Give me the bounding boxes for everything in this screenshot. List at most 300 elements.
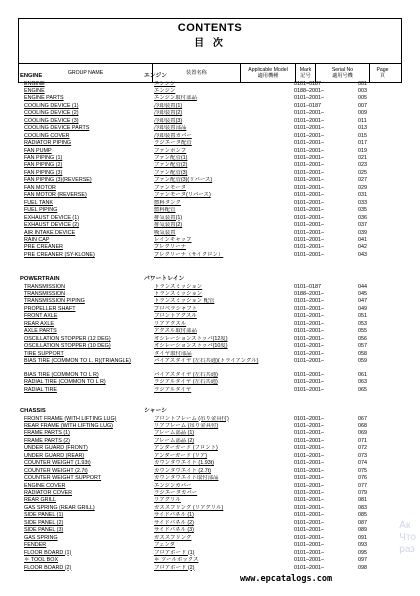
serial-no: 0101–2001– <box>294 305 324 312</box>
spacer <box>144 468 154 475</box>
group-name: SIDE PANEL (2) <box>24 519 64 526</box>
page-number: 055 <box>358 328 367 335</box>
list-item[interactable] <box>20 550 404 557</box>
spacer <box>144 244 154 251</box>
list-item[interactable] <box>20 185 404 192</box>
serial-no: 0101–2001– <box>294 430 324 437</box>
serial-no: 0101–2001– <box>294 467 324 474</box>
list-item[interactable] <box>20 140 404 147</box>
list-item[interactable] <box>20 416 404 423</box>
page-number: 042 <box>358 244 367 251</box>
serial-no: 0101–2001– <box>294 236 324 243</box>
page-number: 051 <box>358 313 367 320</box>
list-item[interactable] <box>20 284 404 291</box>
device-name: サイドパネル (1) <box>154 512 194 519</box>
page-number: 045 <box>358 290 367 297</box>
spacer <box>144 222 154 229</box>
list-item[interactable] <box>20 336 404 343</box>
page-number: 079 <box>358 490 367 496</box>
mark <box>274 200 294 207</box>
section-name: POWERTRAIN <box>20 276 60 282</box>
mark <box>274 291 294 298</box>
mark <box>274 177 294 184</box>
group-name: FRONT FRAME (WITH LIFTING LUG) <box>24 415 117 422</box>
list-item[interactable] <box>20 527 404 534</box>
serial-no: 0101–2001– <box>294 527 324 534</box>
mark <box>274 423 294 430</box>
group-name: TRANSMISSION <box>24 290 66 297</box>
mark <box>274 321 294 328</box>
device-name: 燃料配管 <box>154 207 176 214</box>
spacer <box>144 358 154 372</box>
page-number: 056 <box>358 335 367 342</box>
device-name: ラジエータ配管 <box>154 140 192 147</box>
group-name: FAN MOTOR (REVERSE) <box>24 192 87 199</box>
list-item[interactable] <box>20 321 404 328</box>
mark <box>274 351 294 358</box>
page-number: 015 <box>358 132 367 139</box>
list-item[interactable] <box>20 133 404 140</box>
page-number: 049 <box>358 305 367 312</box>
list-item[interactable] <box>20 460 404 467</box>
section-name: CHASSIS <box>20 408 46 414</box>
mark <box>274 207 294 214</box>
spacer <box>144 438 154 445</box>
page-number: 063 <box>358 379 367 386</box>
list-item[interactable] <box>20 215 404 222</box>
list-item[interactable] <box>20 358 404 372</box>
serial-no: 0101–2001– <box>294 177 324 184</box>
list-item[interactable] <box>20 512 404 519</box>
list-item[interactable] <box>20 542 404 549</box>
list-item[interactable] <box>20 565 404 572</box>
spacer <box>144 565 154 572</box>
device-name: カウンタウエイト (2.7t) <box>154 467 211 474</box>
page-number: 093 <box>358 542 367 549</box>
serial-no: 0101–2001– <box>294 244 324 251</box>
mark <box>274 550 294 557</box>
spacer <box>144 291 154 298</box>
footer-url[interactable]: www.epcatalogs.com <box>240 574 333 584</box>
spacer <box>144 520 154 527</box>
spacer <box>144 550 154 557</box>
list-item[interactable] <box>20 468 404 475</box>
mark <box>274 336 294 343</box>
list-item[interactable] <box>20 207 404 214</box>
mark <box>274 148 294 155</box>
group-name: UNDER GUARD (FRONT) <box>24 445 88 452</box>
device-name: プロペラシャフト <box>154 305 198 312</box>
group-name: AXLE PARTS <box>24 328 57 335</box>
mark <box>274 192 294 199</box>
spacer <box>144 207 154 214</box>
mark <box>274 215 294 222</box>
serial-no: 0101–2001– <box>294 358 324 364</box>
list-item[interactable] <box>20 230 404 237</box>
serial-no: 0101–2001– <box>294 379 324 386</box>
spacer <box>144 542 154 549</box>
group-name: ＊ TOOL BOX <box>24 557 59 564</box>
list-item[interactable] <box>20 438 404 445</box>
mark <box>274 557 294 564</box>
list-item[interactable] <box>20 118 404 125</box>
mark <box>274 520 294 527</box>
spacer <box>144 306 154 313</box>
device-name: エンジン <box>154 80 176 87</box>
device-name: サイドパネル (3) <box>154 527 194 534</box>
list-item[interactable] <box>20 192 404 199</box>
mark <box>274 244 294 251</box>
spacer <box>144 230 154 237</box>
mark <box>274 313 294 320</box>
serial-no: 0101–2001– <box>294 199 324 206</box>
device-name: ＊ ツールボックス <box>154 557 199 564</box>
page-number: 009 <box>358 110 367 117</box>
list-item[interactable] <box>20 497 404 504</box>
device-name: フレーム部品 (1) <box>154 430 195 437</box>
serial-no: 0101–2001– <box>294 482 324 489</box>
device-name: リアアクスル <box>154 320 187 327</box>
list-item[interactable] <box>20 298 404 305</box>
page-number: 041 <box>358 236 367 243</box>
page-number: 091 <box>358 534 367 541</box>
serial-no: 0101–2001– <box>294 564 324 571</box>
section-heading <box>20 407 404 415</box>
serial-no: 0101–2001– <box>294 222 324 229</box>
page-number: 058 <box>358 350 367 357</box>
mark <box>274 468 294 475</box>
list-item[interactable] <box>20 328 404 335</box>
mark <box>274 110 294 117</box>
serial-no: 0101–2001– <box>294 169 324 176</box>
mark <box>274 230 294 237</box>
list-item[interactable] <box>20 170 404 177</box>
spacer <box>144 192 154 199</box>
mark <box>274 483 294 490</box>
spacer <box>144 95 154 102</box>
list-item[interactable] <box>20 505 404 512</box>
serial-no: 0101–2001– <box>294 512 324 519</box>
page-number: 077 <box>358 482 367 489</box>
device-name: カウンタウエイト (1.93t) <box>154 460 214 467</box>
group-name: FAN PIPING (3)(REVERSE) <box>24 177 92 184</box>
list-item[interactable] <box>20 387 404 394</box>
section-name-jp: パワートレイン <box>144 276 185 282</box>
list-item[interactable] <box>20 162 404 169</box>
group-name: FLOOR BOARD (2) <box>24 564 72 571</box>
section-heading <box>20 275 404 283</box>
device-name: フェンダ <box>154 542 176 549</box>
mark <box>274 535 294 542</box>
list-item[interactable] <box>20 379 404 386</box>
group-name: OSCILLATION STOPPER (12 DEG) <box>24 335 111 342</box>
group-name: COUNTER WEIGHT (2.7t) <box>24 467 88 474</box>
spacer <box>144 170 154 177</box>
page-number: 043 <box>358 251 367 258</box>
group-name: FUEL PIPING <box>24 207 58 214</box>
list-item[interactable] <box>20 372 404 379</box>
mark <box>274 512 294 519</box>
list-item[interactable] <box>20 222 404 229</box>
serial-no: 0101–2001– <box>294 534 324 541</box>
spacer <box>144 237 154 244</box>
header-page: Page 頁 <box>376 67 389 79</box>
group-name: RADIAL TIRE (COMMON TO L R) <box>24 379 106 386</box>
spacer <box>144 133 154 140</box>
serial-no: 0101–2001– <box>294 335 324 342</box>
page-number: 053 <box>358 320 367 327</box>
list-item[interactable] <box>20 351 404 358</box>
mark <box>274 490 294 497</box>
spacer <box>144 328 154 335</box>
list-item[interactable] <box>20 103 404 110</box>
section-heading <box>20 72 404 80</box>
page-number: 044 <box>358 283 367 290</box>
group-name: RAIN CAP <box>24 236 50 243</box>
list-item[interactable] <box>20 453 404 460</box>
mark <box>274 81 294 88</box>
spacer <box>144 343 154 350</box>
list-item[interactable] <box>20 125 404 132</box>
mark <box>274 430 294 437</box>
page-number: 059 <box>358 358 367 364</box>
group-name: FAN PIPING (2) <box>24 162 63 169</box>
device-name: ファンポンプ <box>154 147 187 154</box>
group-name: ENGINE PARTS <box>24 95 64 102</box>
page-number: 057 <box>358 343 367 350</box>
device-name: オシレーションストッパ(12度) <box>154 335 228 342</box>
list-item[interactable] <box>20 343 404 350</box>
device-name: トランスミッション <box>154 290 203 297</box>
spacer <box>144 453 154 460</box>
page-number: 025 <box>358 169 367 176</box>
spacer <box>144 88 154 95</box>
page-number: 065 <box>358 386 367 393</box>
group-name: TIRE SUPPORT <box>24 350 64 357</box>
list-item[interactable] <box>20 88 404 95</box>
serial-no: 0101–2001– <box>294 519 324 526</box>
list-item[interactable] <box>20 535 404 542</box>
title-box <box>18 18 402 64</box>
list-item[interactable] <box>20 110 404 117</box>
list-item[interactable] <box>20 252 404 259</box>
mark <box>274 170 294 177</box>
list-item[interactable] <box>20 95 404 102</box>
device-name: 排気装置(1) <box>154 214 183 221</box>
list-item[interactable] <box>20 237 404 244</box>
serial-no: 0101–2001– <box>294 445 324 452</box>
mark <box>274 118 294 125</box>
group-name: EXHAUST DEVICE (1) <box>24 214 80 221</box>
list-item[interactable] <box>20 557 404 564</box>
device-name: オシレーションストッパ(10度) <box>154 343 228 350</box>
device-name: 冷却装置(3) <box>154 117 183 124</box>
group-name: OSCILLATION STOPPER (10 DEG) <box>24 343 111 350</box>
device-name: 吸気装置 <box>154 229 176 236</box>
mark <box>274 328 294 335</box>
device-name: 冷却装置カバー <box>154 132 192 139</box>
header-serial-no: Serial No 適用号機 <box>316 64 370 82</box>
serial-no: 0101–2001– <box>294 490 324 496</box>
serial-no: 0101–2001– <box>294 350 324 357</box>
spacer <box>144 430 154 437</box>
spacer <box>144 313 154 320</box>
mark <box>274 542 294 549</box>
list-item[interactable] <box>20 244 404 251</box>
group-name: FUEL TANK <box>24 199 53 206</box>
device-name: バイアスタイヤ (左右共通) <box>154 372 218 378</box>
device-name: ガススプリング <box>154 534 192 541</box>
group-name: PROPELLER SHAFT <box>24 305 76 312</box>
device-name: タイヤ取付部品 <box>154 350 192 357</box>
device-name: トランスミッション 配管 <box>154 298 215 305</box>
header-group-name: GROUP NAME <box>19 64 153 82</box>
group-name: FRONT AXLE <box>24 313 58 320</box>
list-item[interactable] <box>20 313 404 320</box>
serial-no: 0101–2001– <box>294 460 324 467</box>
group-name: RADIATOR COVER <box>24 490 73 496</box>
page-number: 005 <box>358 95 367 102</box>
mark <box>274 445 294 452</box>
device-name: ラジエータカバー <box>154 490 198 496</box>
spacer <box>144 118 154 125</box>
mark <box>274 372 294 379</box>
list-item[interactable] <box>20 291 404 298</box>
page-number: 074 <box>358 460 367 467</box>
page-number: 076 <box>358 475 367 482</box>
group-name: FAN MOTOR <box>24 184 56 191</box>
page-number: 087 <box>358 519 367 526</box>
device-name: リアグリル <box>154 497 181 504</box>
mark <box>274 379 294 386</box>
device-name: ガススプリング (リアグリル) <box>154 504 224 511</box>
group-name: PRE CREANER (SY-KLONE) <box>24 251 95 258</box>
list-item[interactable] <box>20 200 404 207</box>
mark <box>274 155 294 162</box>
page-number: 035 <box>358 207 367 214</box>
list-item[interactable] <box>20 148 404 155</box>
page-number: 019 <box>358 147 367 154</box>
device-name: アンダーガード (リア) <box>154 452 208 459</box>
header-device-name: 装置名称 <box>153 64 241 82</box>
section-name-jp: エンジン <box>144 73 167 79</box>
device-name: レインキャップ <box>154 236 192 243</box>
list-item[interactable] <box>20 177 404 184</box>
serial-no: 0101–2001– <box>294 192 324 199</box>
list-item[interactable] <box>20 81 404 88</box>
mark <box>274 103 294 110</box>
list-item[interactable] <box>20 483 404 490</box>
serial-no: 0101–2001– <box>294 251 324 258</box>
page-number: 036 <box>358 214 367 221</box>
page-number: 081 <box>358 497 367 504</box>
group-name: FLOOR BOARD (1) <box>24 549 72 556</box>
spacer <box>144 387 154 394</box>
section-name-jp: シャーシ <box>144 408 167 414</box>
device-name: トランスミッション <box>154 283 203 290</box>
spacer <box>144 372 154 379</box>
header-applicable-model: Applicable Model 適用機種 <box>241 64 296 82</box>
list-item[interactable] <box>20 490 404 497</box>
device-name: ラジアルタイヤ <box>154 386 192 393</box>
spacer <box>144 527 154 534</box>
page-number: 073 <box>358 452 367 459</box>
group-name: FRAME PARTS (2) <box>24 437 70 444</box>
spacer <box>144 490 154 497</box>
list-item[interactable] <box>20 520 404 527</box>
device-name: フロントフレーム (吊り金具付) <box>154 415 229 422</box>
mark <box>274 358 294 372</box>
group-name: COOLING DEVICE (1) <box>24 102 79 109</box>
device-name: カウンタウエイト取付部品 <box>154 475 219 482</box>
device-name: 排気装置(2) <box>154 222 183 229</box>
page-number: 039 <box>358 229 367 236</box>
spacer <box>144 252 154 259</box>
list-item[interactable] <box>20 475 404 482</box>
spacer <box>144 483 154 490</box>
spacer <box>144 110 154 117</box>
mark <box>274 527 294 534</box>
mark <box>274 125 294 132</box>
spacer <box>144 155 154 162</box>
group-name: REAR GRILL <box>24 497 57 504</box>
mark <box>274 162 294 169</box>
spacer <box>144 81 154 88</box>
group-name: COOLING DEVICE (3) <box>24 117 79 124</box>
list-item[interactable] <box>20 430 404 437</box>
device-name: 燃料タンク <box>154 199 181 206</box>
mark <box>274 438 294 445</box>
section-name: ENGINE <box>20 73 43 79</box>
page-number: 083 <box>358 504 367 511</box>
list-item[interactable] <box>20 423 404 430</box>
spacer <box>144 497 154 504</box>
spacer <box>144 200 154 207</box>
group-name: UNDER GUARD (REAR) <box>24 452 85 459</box>
device-name: ファン配管(3) <box>154 169 188 176</box>
group-name: FAN PIPING (1) <box>24 155 63 161</box>
device-name: フロントアクスル <box>154 313 197 320</box>
group-name: SIDE PANEL (3) <box>24 527 64 534</box>
serial-no: 0101–2001– <box>294 497 324 504</box>
list-item[interactable] <box>20 155 404 162</box>
page-number: 072 <box>358 445 367 452</box>
serial-no: 0101–2001– <box>294 110 324 117</box>
serial-no: 0101–0187 <box>294 283 321 290</box>
list-item[interactable] <box>20 306 404 313</box>
serial-no: 0101–2001– <box>294 147 324 154</box>
mark <box>274 416 294 423</box>
spacer <box>144 445 154 452</box>
group-name: GAS SPRING <box>24 534 58 541</box>
page-number: 095 <box>358 549 367 556</box>
page-number: 011 <box>358 117 367 124</box>
serial-no: 0101–2001– <box>294 557 324 564</box>
list-item[interactable] <box>20 445 404 452</box>
page-number: 085 <box>358 512 367 519</box>
serial-no: 0101–2001– <box>294 475 324 482</box>
page-number: 068 <box>358 422 367 429</box>
page-number: 071 <box>358 437 367 444</box>
page-number: 047 <box>358 298 367 305</box>
page-number: 021 <box>358 155 367 161</box>
mark <box>274 460 294 467</box>
device-name: アクスル取付部品 <box>154 328 197 335</box>
mark <box>274 133 294 140</box>
page-number: 007 <box>358 102 367 109</box>
group-name: COOLING DEVICE PARTS <box>24 125 90 132</box>
page-number: 003 <box>358 87 367 94</box>
